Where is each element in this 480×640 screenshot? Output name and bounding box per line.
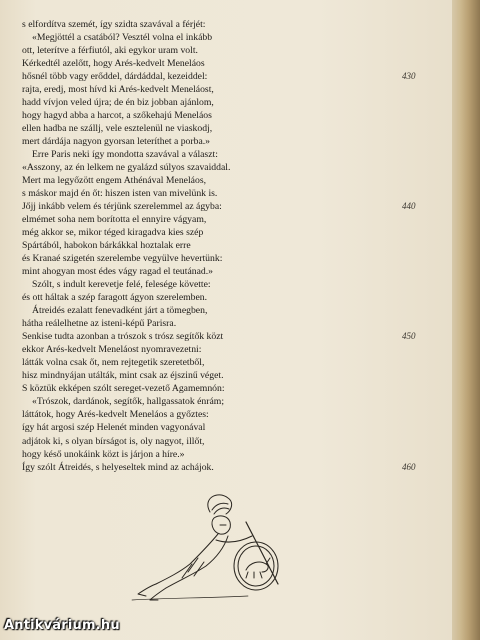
poem-line: s elfordítva szemét, így szidta szavával a férjét: xyxy=(22,19,206,30)
poem-line: még akkor se, mikor téged kiragadva kies szép xyxy=(22,227,204,239)
line-number: 440 xyxy=(402,201,416,212)
poem-line: hadd vívjon veled újra; de én biz jobban ajánlom, xyxy=(22,97,214,109)
poem-line: és ott háltak a szép faragott ágyon szerelemben. xyxy=(22,292,208,304)
poem-line: ott, leterítve a férfiutól, aki egykor uram volt. xyxy=(22,45,198,57)
poem-line: hátha reálelhetne az isteni-képű Parisra. xyxy=(22,318,177,330)
watermark: Antikvárium.hu xyxy=(4,618,120,633)
poem-line: elmémet soha nem borította el ennyire vágyam, xyxy=(22,214,207,226)
poem-line: hősnél több vagy erőddel, dárdáddal, kezeiddel: xyxy=(22,71,208,83)
poem-line: «Megjöttél a csatából? Vesztél volna el inkább xyxy=(32,32,213,44)
poem-line: és Kranaé szigetén szerelembe vegyülve hevertünk: xyxy=(22,253,223,265)
poem-line: hisz mindnyájan utálták, mint csak az éjszinű véget. xyxy=(22,370,224,382)
poem-line: Spártából, habokon bárkákkal hoztalak erre xyxy=(22,240,191,252)
poem-line: Szólt, s indult kerevetje felé, felesége követte: xyxy=(32,279,211,291)
book-spine xyxy=(452,0,480,640)
poem-line: rajta, eredj, most hívd ki Arés-kedvelt Meneláost, xyxy=(22,84,214,96)
poem-line: «Asszony, az én lelkem ne gyalázd súlyos szavaiddal. xyxy=(22,162,231,174)
poem-line: mint ahogyan most édes vágy ragad el teutánad.» xyxy=(22,266,214,278)
poem-line: Erre Paris neki így mondotta szavával a választ: xyxy=(32,149,218,161)
poem-line: Kérkedtél azelőtt, hogy Arés-kedvelt Meneláos xyxy=(22,58,205,70)
poem-line: s máskor majd én őt: hiszen isten van mivelünk is. xyxy=(22,188,218,200)
poem-line: Jőjj inkább velem és térjünk szerelemmel az ágyba: xyxy=(22,201,222,213)
warrior-illustration xyxy=(128,492,328,602)
poem-line: adjátok ki, s olyan bírságot is, oly nagyot, illőt, xyxy=(22,435,205,447)
poem-line: S köztük ekképen szólt sereget-vezető Agamemnón: xyxy=(22,383,225,395)
poem-line: Senkise tudta azonban a trószok s trósz segítők közt xyxy=(22,331,224,343)
poem-line: hogy hagyd abba a harcot, a szőkehajú Meneláos xyxy=(22,110,212,122)
poem-line: láttátok, hogy Arés-kedvelt Meneláos a győztes: xyxy=(22,409,209,421)
poem-line: látták volna csak őt, nem rejtegetik szeretetből, xyxy=(22,357,205,369)
poem-line: «Trószok, dardánok, segítők, hallgassatok énrám; xyxy=(32,396,225,408)
line-number: 460 xyxy=(402,461,416,472)
poem-line: Így szólt Átreidés, s helyeseltek mind az achájok. xyxy=(22,461,214,473)
line-number: 430 xyxy=(402,71,416,82)
poem-line: így hát argosi szép Helenét minden vagyonával xyxy=(22,422,206,434)
poem-line: mert dárdája nagyon gyorsan leteríthet a porba.» xyxy=(22,136,211,148)
poem-line: hogy késő unokáink közt is járjon a híre.» xyxy=(22,448,185,460)
poem-text xyxy=(22,18,367,474)
poem-line: Átreidés ezalatt fenevadként járt a tömegben, xyxy=(32,305,208,317)
poem-line: ekkor Arés-kedvelt Meneláost nyomravezetni: xyxy=(22,344,202,356)
poem-line: Mert ma legyőzött engem Athénával Meneláos, xyxy=(22,175,207,187)
poem-line: ellen hadba ne szállj, vele esztelenül ne viaskodj, xyxy=(22,123,213,135)
line-number: 450 xyxy=(402,331,416,342)
